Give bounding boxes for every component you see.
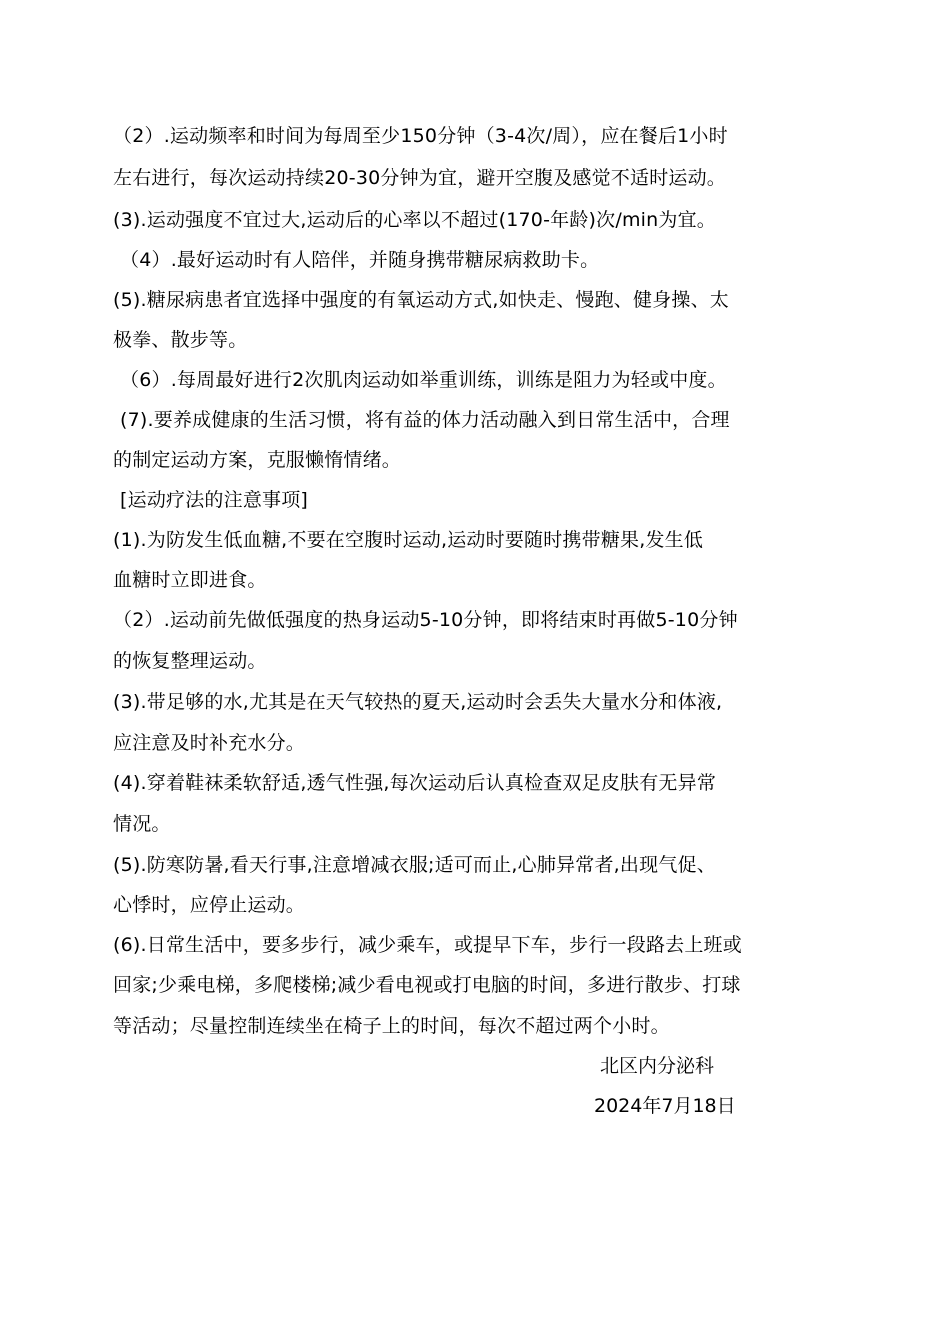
paragraph-line: 极拳、散步等。 <box>113 329 248 351</box>
paragraph-line: 回家;少乘电梯，多爬楼梯;减少看电视或打电脑的时间，多进行散步、打球 <box>113 974 741 996</box>
paragraph-line: 心悸时，应停止运动。 <box>113 894 306 916</box>
section-heading: [运动疗法的注意事项] <box>120 489 309 511</box>
paragraph-line: （2）.运动前先做低强度的热身运动5-10分钟，即将结束时再做5-10分钟 <box>113 609 738 631</box>
paragraph-line: （4）.最好运动时有人陪伴，并随身携带糖尿病救助卡。 <box>120 249 600 271</box>
paragraph-line: 等活动；尽量控制连续坐在椅子上的时间，每次不超过两个小时。 <box>113 1015 670 1037</box>
paragraph-line: 应注意及时补充水分。 <box>113 732 306 754</box>
paragraph-line: 左右进行，每次运动持续20-30分钟为宜，避开空腹及感觉不适时运动。 <box>113 167 727 189</box>
paragraph-line: (3).运动强度不宜过大,运动后的心率以不超过(170-年龄)次/min为宜。 <box>113 209 716 231</box>
paragraph-line: (4).穿着鞋袜柔软舒适,透气性强,每次运动后认真检查双足皮肤有无异常 <box>113 772 717 794</box>
paragraph-line: 情况。 <box>113 813 171 835</box>
paragraph-line: 的制定运动方案，克服懒惰情绪。 <box>113 449 402 471</box>
paragraph-line: (5).糖尿病患者宜选择中强度的有氧运动方式,如快走、慢跑、健身操、太 <box>113 289 729 311</box>
paragraph-line: 血糖时立即进食。 <box>113 569 267 591</box>
paragraph-line: 的恢复整理运动。 <box>113 650 267 672</box>
paragraph-line: (6).日常生活中，要多步行，减少乘车，或提早下车，步行一段路去上班或 <box>113 934 742 956</box>
paragraph-line: （6）.每周最好进行2次肌肉运动如举重训练，训练是阻力为轻或中度。 <box>120 369 727 391</box>
paragraph-line: (3).带足够的水,尤其是在天气较热的夏天,运动时会丢失大量水分和体液, <box>113 691 723 713</box>
paragraph-line: (5).防寒防暑,看天行事,注意增减衣服;适可而止,心肺异常者,出现气促、 <box>113 854 716 876</box>
signature-date: 2024年7月18日 <box>594 1095 736 1117</box>
department-signature: 北区内分泌科 <box>600 1055 715 1077</box>
paragraph-line: （2）.运动频率和时间为每周至少150分钟（3-4次/周），应在餐后1小时 <box>113 125 728 147</box>
paragraph-line: (1).为防发生低血糖,不要在空腹时运动,运动时要随时携带糖果,发生低 <box>113 529 704 551</box>
paragraph-line: (7).要养成健康的生活习惯，将有益的体力活动融入到日常生活中，合理 <box>120 409 730 431</box>
